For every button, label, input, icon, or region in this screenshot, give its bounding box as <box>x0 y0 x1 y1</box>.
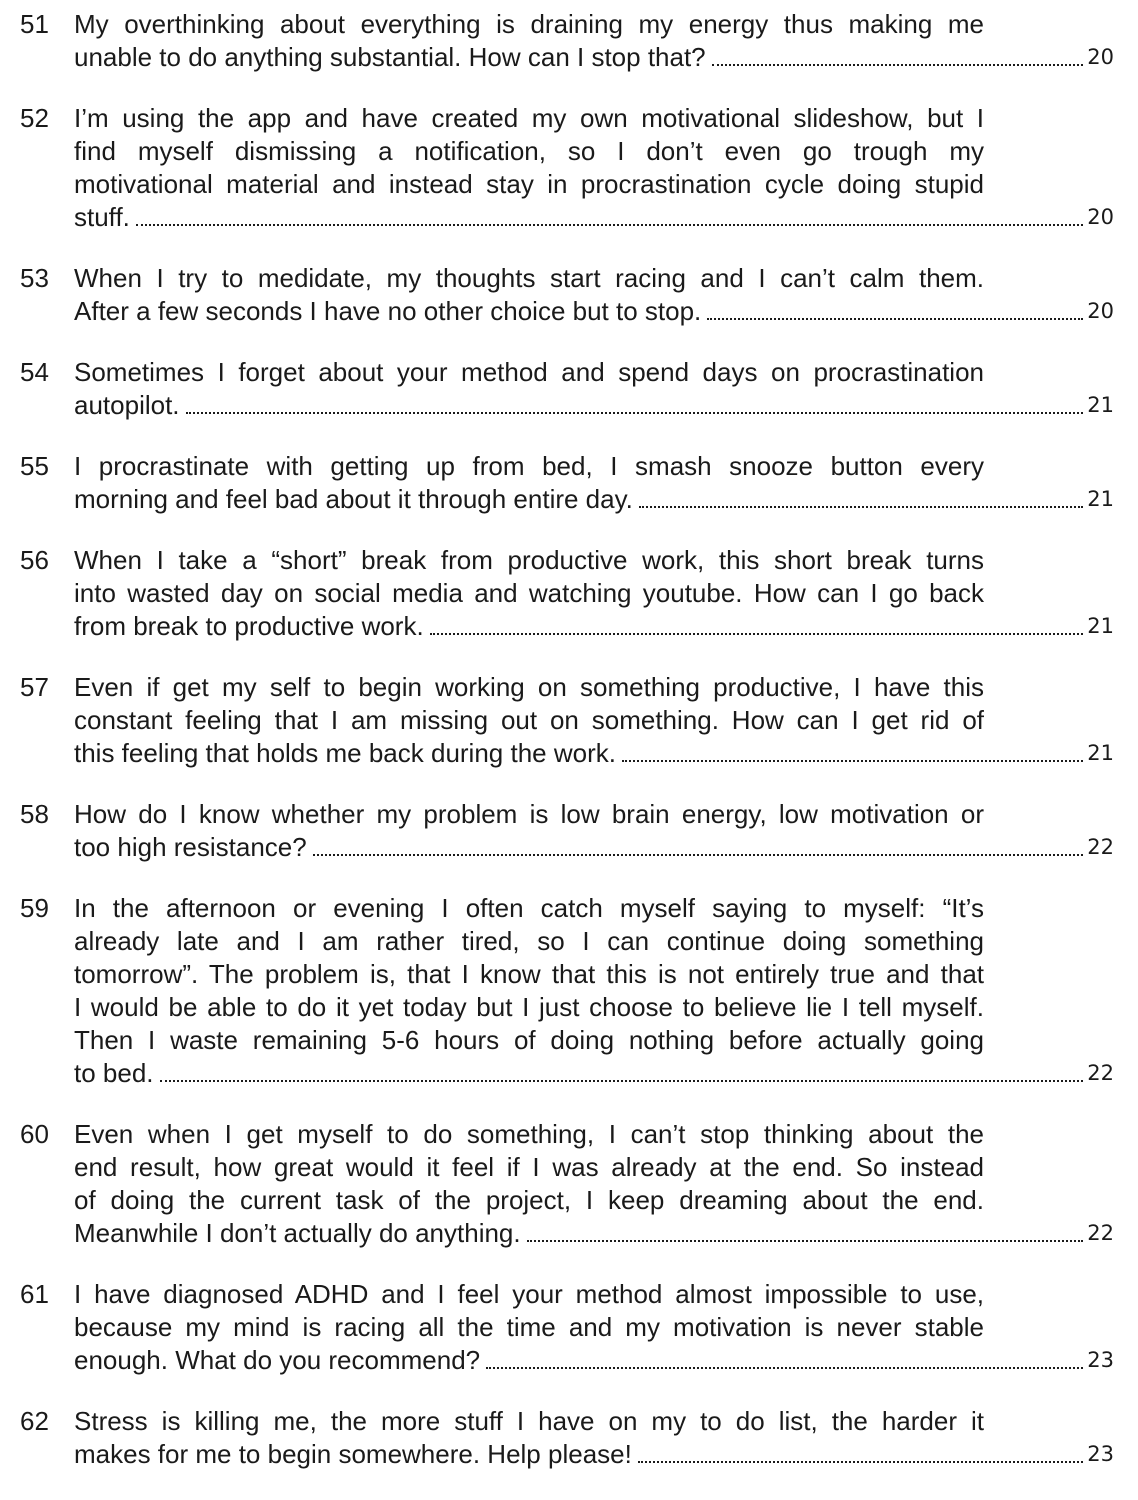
entry-last-line <box>74 201 1114 234</box>
dot-leader <box>160 1079 1084 1082</box>
entry-line: My overthinking about everything is draining my energy thus making me <box>74 9 984 39</box>
page-number[interactable]: 22 <box>1087 1061 1114 1085</box>
entry-text <box>74 1278 1114 1377</box>
entry-line: Then I waste remaining 5-6 hours of doing nothing before actually going <box>74 1025 984 1055</box>
toc-entry-51[interactable] <box>20 8 1118 74</box>
page-number[interactable]: 20 <box>1087 45 1114 69</box>
page-number[interactable]: 20 <box>1087 299 1114 323</box>
entry-line: Sometimes I forget about your method and spend days on procrastination <box>74 357 984 387</box>
entry-line: How do I know whether my problem is low brain energy, low motivation or <box>74 799 984 829</box>
entry-last-line <box>74 737 1114 770</box>
entry-last-line <box>74 1217 1114 1250</box>
entry-text <box>74 671 1114 770</box>
dot-leader <box>639 505 1083 508</box>
dot-leader <box>712 63 1084 66</box>
toc-entry-54[interactable] <box>20 356 1118 422</box>
page-number[interactable]: 20 <box>1087 205 1114 229</box>
dot-leader <box>707 317 1083 320</box>
entry-line: I have diagnosed ADHD and I feel your method almost impossible to use, <box>74 1279 984 1309</box>
entry-last-text: this feeling that holds me back during the work. <box>74 738 616 768</box>
entry-number: 52 <box>20 103 49 133</box>
entry-line: already late and I am rather tired, so I can continue doing something <box>74 926 984 956</box>
entry-last-text: from break to productive work. <box>74 611 424 641</box>
toc-entry-57[interactable] <box>20 671 1118 770</box>
entry-last-line <box>74 1057 1114 1090</box>
entry-last-text: morning and feel bad about it through entire day. <box>74 484 633 514</box>
entry-line: Even if get my self to begin working on something productive, I have this <box>74 672 984 702</box>
toc-entry-62[interactable] <box>20 1405 1118 1471</box>
dot-leader <box>430 632 1084 635</box>
entry-text <box>74 1118 1114 1250</box>
entry-line: tomorrow”. The problem is, that I know that this is not entirely true and that <box>74 959 984 989</box>
entry-last-line <box>74 41 1114 74</box>
entry-last-text: Meanwhile I don’t actually do anything. <box>74 1218 521 1248</box>
entry-last-text: makes for me to begin somewhere. Help please! <box>74 1439 632 1469</box>
entry-text <box>74 1405 1114 1471</box>
entry-last-text: autopilot. <box>74 390 180 420</box>
dot-leader <box>486 1366 1083 1369</box>
entry-last-text: unable to do anything substantial. How can I stop that? <box>74 42 706 72</box>
entry-number: 61 <box>20 1279 49 1309</box>
entry-number: 51 <box>20 9 49 39</box>
toc-entry-53[interactable] <box>20 262 1118 328</box>
page-number[interactable]: 23 <box>1087 1442 1114 1466</box>
entry-text <box>74 544 1114 643</box>
entry-text <box>74 356 1114 422</box>
entry-last-text: too high resistance? <box>74 832 307 862</box>
page-number[interactable]: 21 <box>1087 393 1114 417</box>
entry-text <box>74 798 1114 864</box>
entry-last-line <box>74 610 1114 643</box>
entry-number: 58 <box>20 799 49 829</box>
entry-text <box>74 892 1114 1090</box>
toc-entry-59[interactable] <box>20 892 1118 1090</box>
page-number[interactable]: 21 <box>1087 614 1114 638</box>
entry-line: Even when I get myself to do something, I can’t stop thinking about the <box>74 1119 984 1149</box>
page-number[interactable]: 21 <box>1087 487 1114 511</box>
entry-number: 59 <box>20 893 49 923</box>
entry-number: 60 <box>20 1119 49 1149</box>
entry-line: into wasted day on social media and watching youtube. How can I go back <box>74 578 984 608</box>
entry-text <box>74 102 1114 234</box>
entry-line: end result, how great would it feel if I was already at the end. So instead <box>74 1152 984 1182</box>
dot-leader <box>186 411 1084 414</box>
toc-entry-60[interactable] <box>20 1118 1118 1250</box>
toc-entry-52[interactable] <box>20 102 1118 234</box>
entry-last-text: enough. What do you recommend? <box>74 1345 481 1375</box>
entry-last-text: to bed. <box>74 1058 154 1088</box>
entry-line: When I try to medidate, my thoughts start racing and I can’t calm them. <box>74 263 984 293</box>
entry-line: find myself dismissing a notification, so I don’t even go trough my <box>74 136 984 166</box>
entry-text <box>74 8 1114 74</box>
entry-line: I’m using the app and have created my own motivational slideshow, but I <box>74 103 984 133</box>
page-number[interactable]: 22 <box>1087 1221 1114 1245</box>
entry-line: Stress is killing me, the more stuff I have on my to do list, the harder it <box>74 1406 984 1436</box>
dot-leader <box>622 759 1083 762</box>
entry-last-line <box>74 389 1114 422</box>
dot-leader <box>313 853 1084 856</box>
dot-leader <box>136 223 1083 226</box>
entry-line: I would be able to do it yet today but I just choose to believe lie I tell myself. <box>74 992 984 1022</box>
dot-leader <box>527 1239 1084 1242</box>
toc-entry-56[interactable] <box>20 544 1118 643</box>
page-number[interactable]: 21 <box>1087 741 1114 765</box>
entry-last-line <box>74 831 1114 864</box>
entry-last-line <box>74 1438 1114 1471</box>
entry-number: 54 <box>20 357 49 387</box>
toc-entry-55[interactable] <box>20 450 1118 516</box>
entry-line: constant feeling that I am missing out on something. How can I get rid of <box>74 705 984 735</box>
entry-number: 55 <box>20 451 49 481</box>
toc-entry-58[interactable] <box>20 798 1118 864</box>
entry-last-line <box>74 483 1114 516</box>
entry-number: 62 <box>20 1406 49 1436</box>
entry-text <box>74 450 1114 516</box>
entry-line: because my mind is racing all the time and my motivation is never stable <box>74 1312 984 1342</box>
entry-last-line <box>74 1344 1114 1377</box>
dot-leader <box>638 1460 1083 1463</box>
entry-line: motivational material and instead stay in procrastination cycle doing stupid <box>74 169 984 199</box>
entry-last-text: After a few seconds I have no other choice but to stop. <box>74 296 702 326</box>
toc-entry-61[interactable] <box>20 1278 1118 1377</box>
entry-line: I procrastinate with getting up from bed, I smash snooze button every <box>74 451 984 481</box>
page-number[interactable]: 23 <box>1087 1348 1114 1372</box>
entry-line: of doing the current task of the project, I keep dreaming about the end. <box>74 1185 984 1215</box>
entry-number: 53 <box>20 263 49 293</box>
entry-number: 56 <box>20 545 49 575</box>
entry-last-text: stuff. <box>74 202 130 232</box>
entry-last-line <box>74 295 1114 328</box>
entry-line: When I take a “short” break from productive work, this short break turns <box>74 545 984 575</box>
page-number[interactable]: 22 <box>1087 835 1114 859</box>
entry-text <box>74 262 1114 328</box>
entry-line: In the afternoon or evening I often catch myself saying to myself: “It’s <box>74 893 984 923</box>
entry-number: 57 <box>20 672 49 702</box>
